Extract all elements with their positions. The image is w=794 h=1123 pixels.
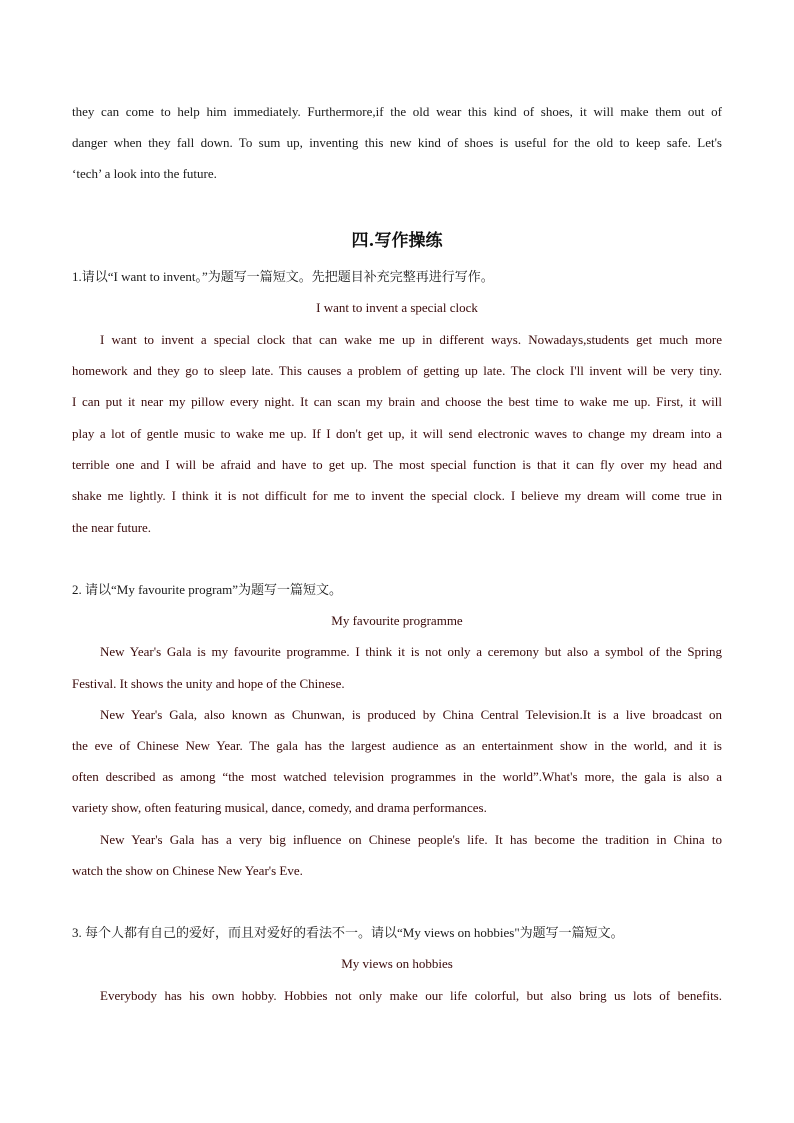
task2-essay-line-5: often described as among “the most watched television programmes in the world”.What's more, the gala is also a (72, 769, 722, 784)
task1-essay-line-3: I can put it near my pillow every night. It can scan my brain and choose the best time to wake me up. First, it will (72, 394, 722, 409)
task2-essay-line-7: New Year's Gala has a very big influence on Chinese people's life. It has become the tradition in China to (100, 832, 722, 847)
task1-essay-line-2: homework and they go to sleep late. This causes a problem of getting up late. The clock I'll invent will be very tiny. (72, 363, 722, 378)
task3-essay-line-1: Everybody has his own hobby. Hobbies not only make our life colorful, but also bring us lots of benefits. (100, 988, 722, 1003)
task3-prompt: 3. 每个人都有自己的爱好，而且对爱好的看法不一。请以“My views on hobbies"为题写一篇短文。 (72, 925, 624, 940)
task2-essay-line-1: New Year's Gala is my favourite programme. I think it is not only a ceremony but also a symbol of the Spring (100, 644, 722, 659)
task2-essay-line-3: New Year's Gala, also known as Chunwan, is produced by China Central Television.It is a live broadcast on (100, 707, 722, 722)
task2-essay-title: My favourite programme (331, 613, 463, 628)
prev-essay-line-1: they can come to help him immediately. Furthermore,if the old wear this kind of shoes, it will make them out of (72, 104, 722, 119)
task1-essay-line-7: the near future. (72, 520, 152, 535)
task1-prompt: 1.请以“I want to invent。”为题写一篇短文。先把题目补充完整再进行写作。 (72, 269, 494, 284)
task2-essay-line-8: watch the show on Chinese New Year's Eve. (72, 863, 303, 878)
task1-essay-line-5: terrible one and I will be afraid and have to get up. The most special function is that it can fly over my head and (72, 457, 722, 472)
section-title: 四.写作操练 (351, 231, 443, 251)
task2-essay-line-2: Festival. It shows the unity and hope of the Chinese. (72, 676, 345, 691)
task2-prompt: 2. 请以“My favourite program”为题写一篇短文。 (72, 582, 343, 597)
task2-essay-line-4: the eve of Chinese New Year. The gala has the largest audience as an entertainment show in the world, and it is (72, 738, 722, 753)
task1-essay-line-1: I want to invent a special clock that can wake me up in different ways. Nowadays,students get much more (100, 332, 722, 347)
prev-essay-line-3: ‘tech’ a look into the future. (72, 166, 217, 181)
task3-essay-title: My views on hobbies (341, 956, 453, 971)
task1-essay-title: I want to invent a special clock (316, 300, 478, 315)
task1-essay-line-4: play a lot of gentle music to wake me up. If I don't get up, it will send electronic waves to change my dream into a (72, 426, 722, 441)
prev-essay-line-2: danger when they fall down. To sum up, inventing this new kind of shoes is useful for the old to keep safe. Let's (72, 135, 722, 150)
task2-essay-line-6: variety show, often featuring musical, dance, comedy, and drama performances. (72, 800, 487, 815)
document-page (72, 0, 722, 1123)
task1-essay-line-6: shake me lightly. I think it is not difficult for me to invent the special clock. I believe my dream will come true in (72, 488, 722, 503)
